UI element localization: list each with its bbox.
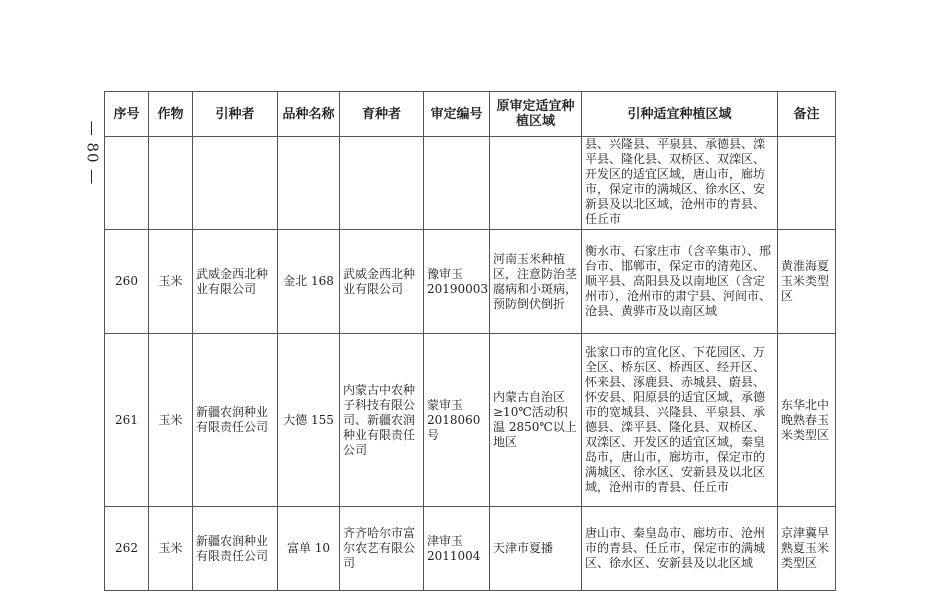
cell-original-area: [490, 137, 582, 230]
cell-breeder: 武威金西北种业有限公司: [340, 230, 424, 334]
cell-remark: 东华北中晚熟春玉米类型区: [778, 334, 836, 507]
cell-breeder: [340, 137, 424, 230]
cell-seq: 261: [105, 334, 149, 507]
cell-approval: 津审玉2011004: [424, 507, 490, 591]
cell-approval: 蒙审玉2018060号: [424, 334, 490, 507]
cell-breeder: 内蒙古中农种子科技有限公司、新疆农润种业有限责任公司: [340, 334, 424, 507]
header-original-area: 原审定适宜种植区域: [490, 92, 582, 137]
cell-crop: 玉米: [149, 507, 193, 591]
cell-variety: 金北 168: [278, 230, 340, 334]
page-number-text: — 80 —: [83, 120, 101, 186]
cell-variety: [278, 137, 340, 230]
cell-intro-area: 张家口市的宣化区、下花园区、万全区、桥东区、桥西区、经开区、怀来县、涿鹿县、赤城县、蔚县、怀安县、阳原县的适宜区域，承德市的宽城县、兴隆县、平泉县、承德县、滦平县、隆化县、双桥区、双滦区、开发区的适宜区域，秦皇岛市，唐山市，廊坊市，保定市的满城区、徐水区、安新县及以北区域，沧州市的青县、任丘市: [582, 334, 778, 507]
cell-seq: 262: [105, 507, 149, 591]
cell-original-area: 内蒙古自治区≥10℃活动积温 2850℃以上地区: [490, 334, 582, 507]
header-remark: 备注: [778, 92, 836, 137]
header-approval: 审定编号: [424, 92, 490, 137]
cell-seq: 260: [105, 230, 149, 334]
header-crop: 作物: [149, 92, 193, 137]
cell-intro-area: 唐山市、秦皇岛市、廊坊市、沧州市的青县、任丘市，保定市的满城区、徐水区、安新县及以北区域: [582, 507, 778, 591]
cell-variety: 大德 155: [278, 334, 340, 507]
cell-introducer: 新疆农润种业有限责任公司: [193, 507, 278, 591]
header-breeder: 育种者: [340, 92, 424, 137]
table-row: [105, 230, 836, 334]
cell-introducer: 武威金西北种业有限公司: [193, 230, 278, 334]
cell-seq: [105, 137, 149, 230]
cell-intro-area: 衡水市、石家庄市（含辛集市）、邢台市、邯郸市，保定市的清苑区、顺平县、高阳县及以南地区（含定州市），沧州市的肃宁县、河间市、沧县、黄骅市及以南区域: [582, 230, 778, 334]
cell-remark: [778, 137, 836, 230]
table-row-continued: [105, 137, 836, 230]
header-variety: 品种名称: [278, 92, 340, 137]
intro-area-text: 县、兴隆县、平泉县、承德县、滦平县、隆化县、双桥区、双滦区、开发区的适宜区域，唐山市，廊坊市，保定市的满城区、徐水区、安新县及以北区域，沧州市的青县、任丘市: [585, 137, 766, 226]
cell-original-area: 河南玉米种植区，注意防治茎腐病和小斑病，预防倒伏倒折: [490, 230, 582, 334]
table-header-row: [105, 92, 836, 137]
cell-remark: 京津冀早熟夏玉米类型区: [778, 507, 836, 591]
variety-table: [104, 91, 836, 591]
cell-approval: [424, 137, 490, 230]
table-row: [105, 334, 836, 507]
cell-intro-area: [582, 137, 778, 230]
cell-remark: 黄淮海夏玉米类型区: [778, 230, 836, 334]
cell-breeder: 齐齐哈尔市富尔农艺有限公司: [340, 507, 424, 591]
cell-approval: 豫审玉20190003: [424, 230, 490, 334]
header-intro-area: 引种适宜种植区域: [582, 92, 778, 137]
cell-crop: [149, 137, 193, 230]
cell-original-area: 天津市夏播: [490, 507, 582, 591]
cell-introducer: 新疆农润种业有限责任公司: [193, 334, 278, 507]
header-seq: 序号: [105, 92, 149, 137]
cell-crop: 玉米: [149, 334, 193, 507]
cell-crop: 玉米: [149, 230, 193, 334]
cell-introducer: [193, 137, 278, 230]
header-introducer: 引种者: [193, 92, 278, 137]
table-row: [105, 507, 836, 591]
cell-variety: 富单 10: [278, 507, 340, 591]
